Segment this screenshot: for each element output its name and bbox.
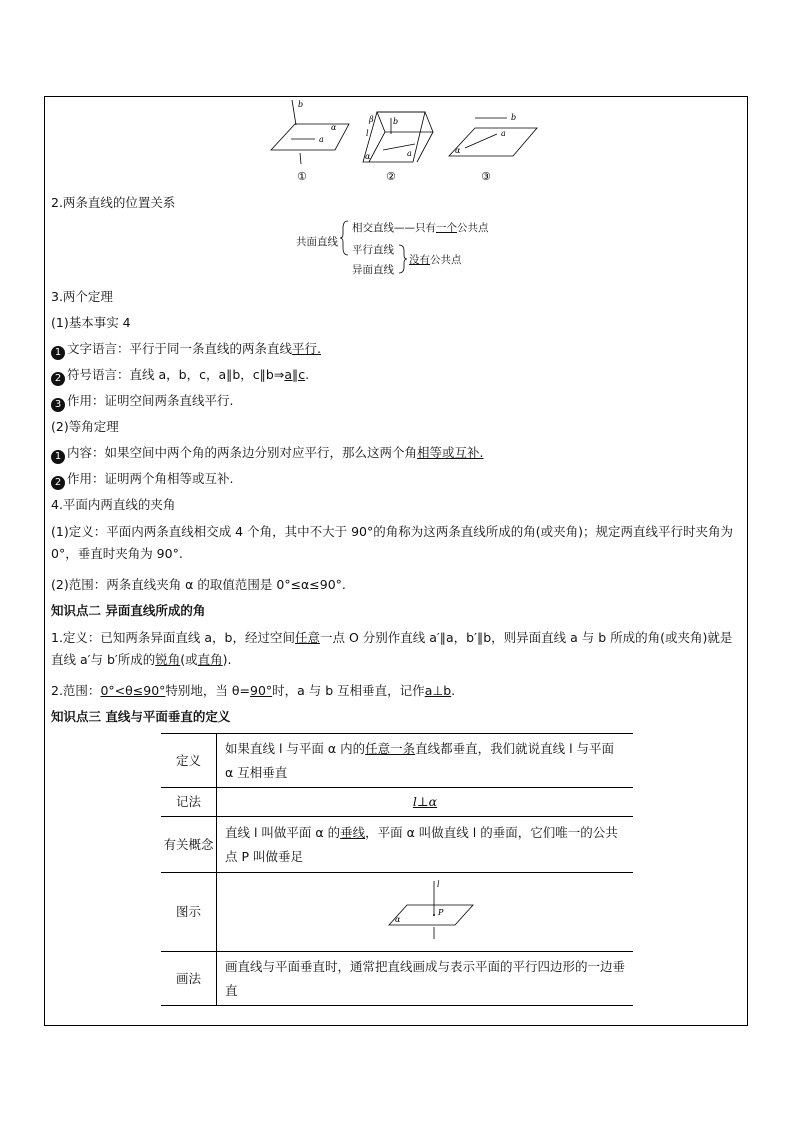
section-4-heading: 4.平面内两直线的夹角 (51, 497, 176, 512)
fig2-l: l (366, 129, 369, 138)
theorem-2-usage: 2 作用：证明两个角相等或互补. (51, 471, 233, 490)
fig2-a: a (407, 149, 412, 158)
knowledge-point-3-heading: 知识点三 直线与平面垂直的定义 (51, 709, 231, 724)
table-row (161, 817, 633, 873)
fig2-b: b (393, 117, 399, 126)
line-position-figures (265, 98, 545, 186)
table-row (161, 734, 633, 788)
figure-1 (271, 100, 349, 183)
circled-number-icon: 2 (51, 372, 65, 386)
row-value: 直线 l 叫做平面 α 的垂线，平面 α 叫做直线 l 的垂面，它们唯一的公共点 P 叫做垂足 (217, 817, 634, 873)
right-brace-icon (398, 244, 408, 274)
row-value: l⊥α (217, 788, 634, 817)
fig2-alpha: α (365, 152, 371, 161)
fig-alpha-label: α (395, 915, 401, 924)
fig1-a: a (319, 135, 324, 144)
tree-c2: 平行直线 (352, 244, 394, 256)
table-row (161, 788, 633, 817)
circled-number-icon: 1 (51, 450, 65, 464)
perpendicular-definition-table (161, 733, 633, 1006)
fig1-label: ① (297, 170, 307, 183)
row-key: 定义 (161, 734, 217, 788)
fig1-b: b (298, 100, 304, 109)
fig-l-label: l (437, 880, 440, 889)
tree-root: 共面直线 (296, 236, 338, 248)
circled-number-icon: 3 (51, 398, 65, 412)
fig3-alpha: α (455, 146, 461, 155)
fig2-label: ② (386, 170, 396, 183)
row-value: 画直线与平面垂直时，通常把直线画成与表示平面的平行四边形的一边垂直 (217, 952, 634, 1006)
left-brace-icon (340, 220, 350, 256)
row-key: 图示 (161, 873, 217, 952)
theorem-1-title: (1)基本事实 4 (51, 315, 131, 330)
table-row (161, 952, 633, 1006)
figure-3 (449, 113, 537, 183)
fig3-label: ③ (481, 170, 491, 183)
theorem-2-title: (2)等角定理 (51, 419, 119, 434)
theorem-1-usage: 3 作用：证明空间两条直线平行. (51, 393, 233, 412)
table-row (161, 873, 633, 952)
theorem-2-content: 1 内容：如果空间中两个角的两条边分别对应平行，那么这两个角相等或互补. (51, 445, 484, 464)
circled-number-icon: 1 (51, 346, 65, 360)
theorem-1-text-language: 1 文字语言：平行于同一条直线的两条直线平行. (51, 341, 321, 360)
kp2-range: 2.范围：0°<θ≤90°特别地，当 θ=90°时，a 与 b 互相垂直，记作a⊥b. (51, 683, 456, 698)
fig3-b: b (511, 113, 517, 122)
fig2-beta: β (369, 115, 374, 124)
tree-c23: 没有公共点 (409, 254, 462, 266)
fig1-alpha: α (331, 123, 337, 132)
row-key: 画法 (161, 952, 217, 1006)
row-value (217, 873, 634, 952)
fig3-a: a (501, 129, 506, 138)
theorem-1-symbol-language: 2 符号语言：直线 a，b，c，a∥b，c∥b⇒a∥c. (51, 367, 309, 386)
kp2-definition: 1.定义：已知两条异面直线 a，b，经过空间任意一点 O 分别作直线 a′∥a，b′∥b，则异面直线 a 与 b 所成的角(或夹角)就是直线 a′与 b′所成的锐角(或直角). (51, 630, 733, 667)
section-3-heading: 3.两个定理 (51, 289, 113, 304)
circled-number-icon: 2 (51, 476, 65, 490)
perpendicular-line-plane-figure (225, 875, 625, 949)
row-key: 记法 (161, 788, 217, 817)
tree-c3: 异面直线 (352, 264, 394, 276)
row-key: 有关概念 (161, 817, 217, 873)
figure-2 (363, 112, 433, 183)
section-4-range: (2)范围：两条直线夹角 α 的取值范围是 0°≤α≤90°. (51, 577, 346, 592)
section-4-definition: (1)定义：平面内两条直线相交成 4 个角，其中不大于 90°的角称为这两条直线所成的角(或夹角)；规定两直线平行时夹角为 0°，垂直时夹角为 90°. (51, 524, 733, 561)
row-value: 如果直线 l 与平面 α 内的任意一条直线都垂直，我们就说直线 l 与平面 α 互相垂直 (217, 734, 634, 788)
line-relation-tree (296, 216, 516, 280)
tree-c1: 相交直线——只有一个公共点 (352, 222, 489, 234)
section-2-heading: 2.两条直线的位置关系 (51, 195, 176, 210)
fig-p-label: P (438, 908, 444, 917)
knowledge-point-2-heading: 知识点二 异面直线所成的角 (51, 603, 206, 618)
